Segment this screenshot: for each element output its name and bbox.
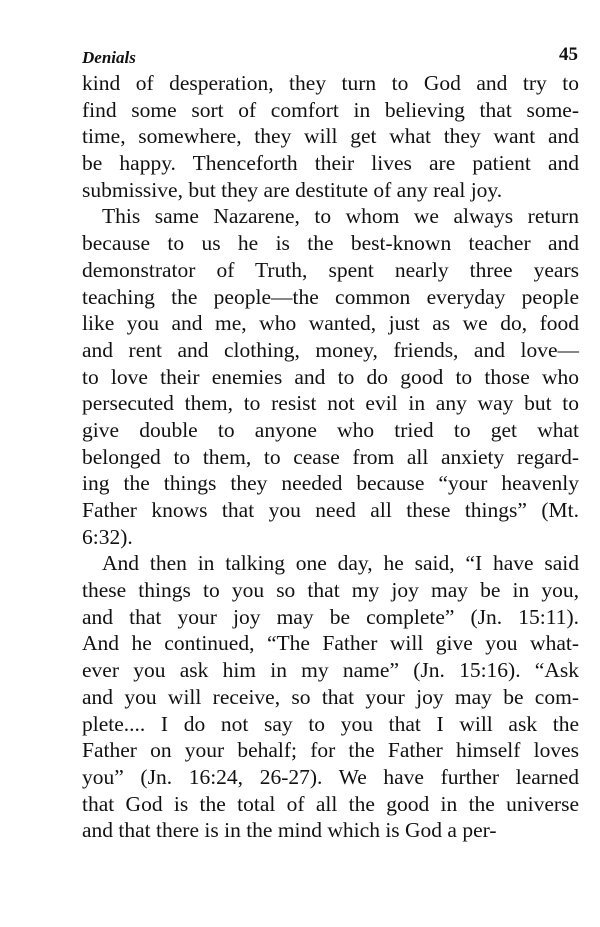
text-line: persecuted them, to resist not evil in any way but to xyxy=(82,391,579,416)
text-line: because to us he is the best-known teacher and xyxy=(82,231,579,256)
text-line: and that your joy may be complete” (Jn. 15:11). xyxy=(82,604,579,629)
text-line: And then in talking one day, he said, “I have said xyxy=(102,551,579,576)
text-line: teaching the people—the common everyday people xyxy=(82,284,579,309)
text-line: time, somewhere, they will get what they want and xyxy=(82,124,579,149)
text-line: find some sort of comfort in believing that some- xyxy=(82,97,579,122)
text-line: and rent and clothing, money, friends, and love— xyxy=(82,337,579,362)
text-line: 6:32). xyxy=(82,524,133,549)
text-line: This same Nazarene, to whom we always return xyxy=(102,204,579,229)
text-line: these things to you so that my joy may be in you, xyxy=(82,578,579,603)
text-line: submissive, but they are destitute of any real joy. xyxy=(82,177,503,202)
text-line: Father knows that you need all these things” (Mt. xyxy=(82,498,579,522)
text-line: Father on your behalf; for the Father himself loves xyxy=(82,738,579,763)
text-line: demonstrator of Truth, spent nearly three years xyxy=(82,257,579,282)
paragraph xyxy=(82,203,579,550)
text-line: like you and me, who wanted, just as we do, food xyxy=(82,311,579,336)
page-header xyxy=(82,44,578,70)
paragraph xyxy=(82,70,579,203)
text-line: that God is the total of all the good in the universe xyxy=(82,791,579,816)
text-line: you” (Jn. 16:24, 26-27). We have further learned xyxy=(82,764,579,789)
text-line: give double to anyone who tried to get what xyxy=(82,417,579,442)
text-line: and that there is in the mind which is God a per- xyxy=(82,818,497,843)
text-line: ing the things they needed because “your heavenly xyxy=(82,471,579,496)
text-line: kind of desperation, they turn to God and try to xyxy=(82,71,579,95)
page-body xyxy=(82,70,579,844)
text-line: ever you ask him in my name” (Jn. 15:16). “Ask xyxy=(82,658,579,683)
running-title: Denials xyxy=(82,48,136,67)
page-number: 45 xyxy=(559,44,578,65)
text-line: belonged to them, to cease from all anxiety regard- xyxy=(82,444,579,469)
text-line: to love their enemies and to do good to those who xyxy=(82,364,579,389)
text-line: and you will receive, so that your joy may be com- xyxy=(82,684,579,709)
text-line: be happy. Thenceforth their lives are patient and xyxy=(82,151,579,176)
text-line: plete.... I do not say to you that I will ask the xyxy=(82,711,579,736)
text-line: And he continued, “The Father will give you what- xyxy=(82,631,579,656)
paragraph xyxy=(82,550,579,844)
